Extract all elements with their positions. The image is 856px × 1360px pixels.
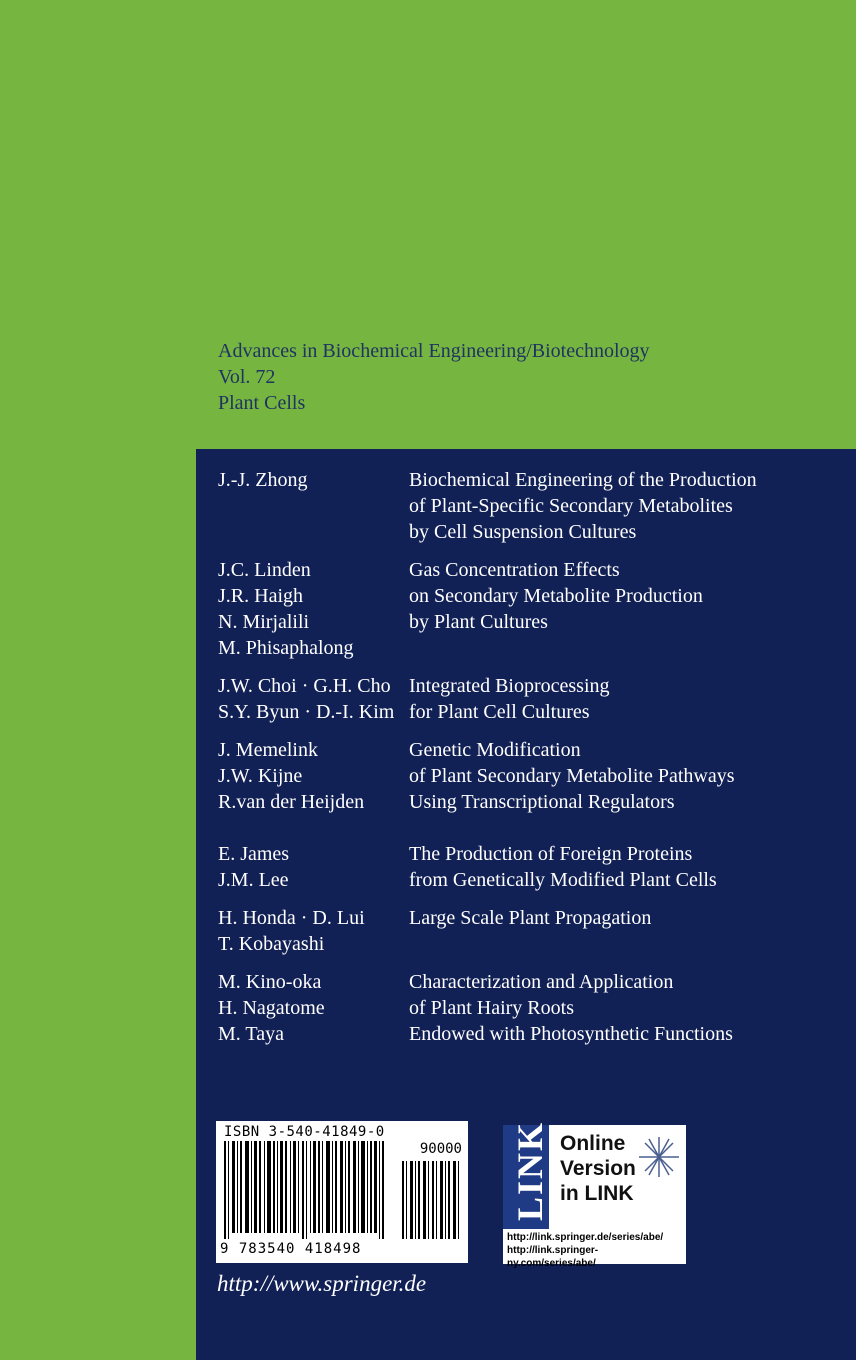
chapter-authors xyxy=(218,557,408,661)
chapter-authors xyxy=(218,673,408,725)
version-line: Version xyxy=(560,1157,636,1180)
author: R.van der Heijden xyxy=(218,791,365,813)
in-link-line: in LINK xyxy=(560,1182,634,1205)
volume-number: Vol. 72 xyxy=(218,366,276,388)
title-line: by Plant Cultures xyxy=(409,611,548,633)
title-line: on Secondary Metabolite Production xyxy=(409,585,703,607)
author: N. Mirjalili xyxy=(218,611,310,633)
ean-number: 9 783540 418498 xyxy=(220,1241,362,1257)
author: M. Phisaphalong xyxy=(218,637,354,659)
title-line: from Genetically Modified Plant Cells xyxy=(409,869,717,891)
title-line: Characterization and Application xyxy=(409,971,674,993)
author: T. Kobayashi xyxy=(218,933,325,955)
title-line: of Plant Secondary Metabolite Pathways xyxy=(409,765,735,787)
volume-subtitle: Plant Cells xyxy=(218,392,306,414)
chapter-title xyxy=(409,673,849,725)
springer-link-logo[interactable] xyxy=(503,1120,686,1269)
author: E. James xyxy=(218,843,290,865)
author: H. Nagatome xyxy=(218,997,325,1019)
title-line: for Plant Cell Cultures xyxy=(409,701,590,723)
online-version-label xyxy=(560,1131,636,1206)
chapter-title xyxy=(409,905,849,931)
title-line: Gas Concentration Effects xyxy=(409,559,620,581)
contents-panel xyxy=(196,449,856,1360)
title-line: Biochemical Engineering of the Production xyxy=(409,469,757,491)
author: J.C. Linden xyxy=(218,559,311,581)
chapter-authors xyxy=(218,969,408,1047)
series-block xyxy=(218,338,650,416)
author: H. Honda · D. Lui xyxy=(218,907,365,929)
sparkle-icon xyxy=(635,1135,683,1179)
title-line: of Plant Hairy Roots xyxy=(409,997,574,1019)
title-line: of Plant-Specific Secondary Metabolites xyxy=(409,495,733,517)
author: M. Kino-oka xyxy=(218,971,322,993)
author: M. Taya xyxy=(218,1023,284,1045)
author: J.R. Haigh xyxy=(218,585,303,607)
title-line: Integrated Bioprocessing xyxy=(409,675,610,697)
price-addon: 90000 xyxy=(419,1141,462,1157)
title-line: The Production of Foreign Proteins xyxy=(409,843,693,865)
isbn-barcode xyxy=(216,1121,468,1263)
link-urls xyxy=(507,1231,686,1270)
chapter-title xyxy=(409,969,849,1047)
link-url-ny[interactable]: http://link.springer-ny.com/series/abe/ xyxy=(507,1245,599,1269)
chapter-title xyxy=(409,841,849,893)
title-line: by Cell Suspension Cultures xyxy=(409,521,637,543)
author: J.-J. Zhong xyxy=(218,469,308,491)
barcode-bars-icon xyxy=(224,1141,394,1239)
link-brand: LINK xyxy=(510,1120,550,1221)
author: J.W. Kijne xyxy=(218,765,303,787)
chapter-authors xyxy=(218,905,408,957)
chapter-authors xyxy=(218,467,408,493)
author: J. Memelink xyxy=(218,739,318,761)
chapter-title xyxy=(409,467,849,545)
title-line: Using Transcriptional Regulators xyxy=(409,791,675,813)
chapter-authors xyxy=(218,841,408,893)
link-brand-bar xyxy=(503,1120,550,1229)
title-line: Genetic Modification xyxy=(409,739,581,761)
title-line: Endowed with Photosynthetic Functions xyxy=(409,1023,733,1045)
chapter-title xyxy=(409,737,849,815)
publisher-website-link[interactable]: http://www.springer.de xyxy=(217,1271,427,1296)
isbn-label: ISBN 3-540-41849-0 xyxy=(224,1124,385,1140)
addon-bars-icon xyxy=(402,1161,462,1239)
series-name: Advances in Biochemical Engineering/Biotechnology xyxy=(218,340,650,362)
online-line: Online xyxy=(560,1132,626,1155)
chapter-authors xyxy=(218,737,408,815)
chapter-title xyxy=(409,557,849,635)
author: S.Y. Byun · D.-I. Kim xyxy=(218,701,395,723)
author: J.M. Lee xyxy=(218,869,289,891)
link-url-de[interactable]: http://link.springer.de/series/abe/ xyxy=(507,1232,664,1243)
title-line: Large Scale Plant Propagation xyxy=(409,907,652,929)
author: J.W. Choi · G.H. Cho xyxy=(218,675,391,697)
